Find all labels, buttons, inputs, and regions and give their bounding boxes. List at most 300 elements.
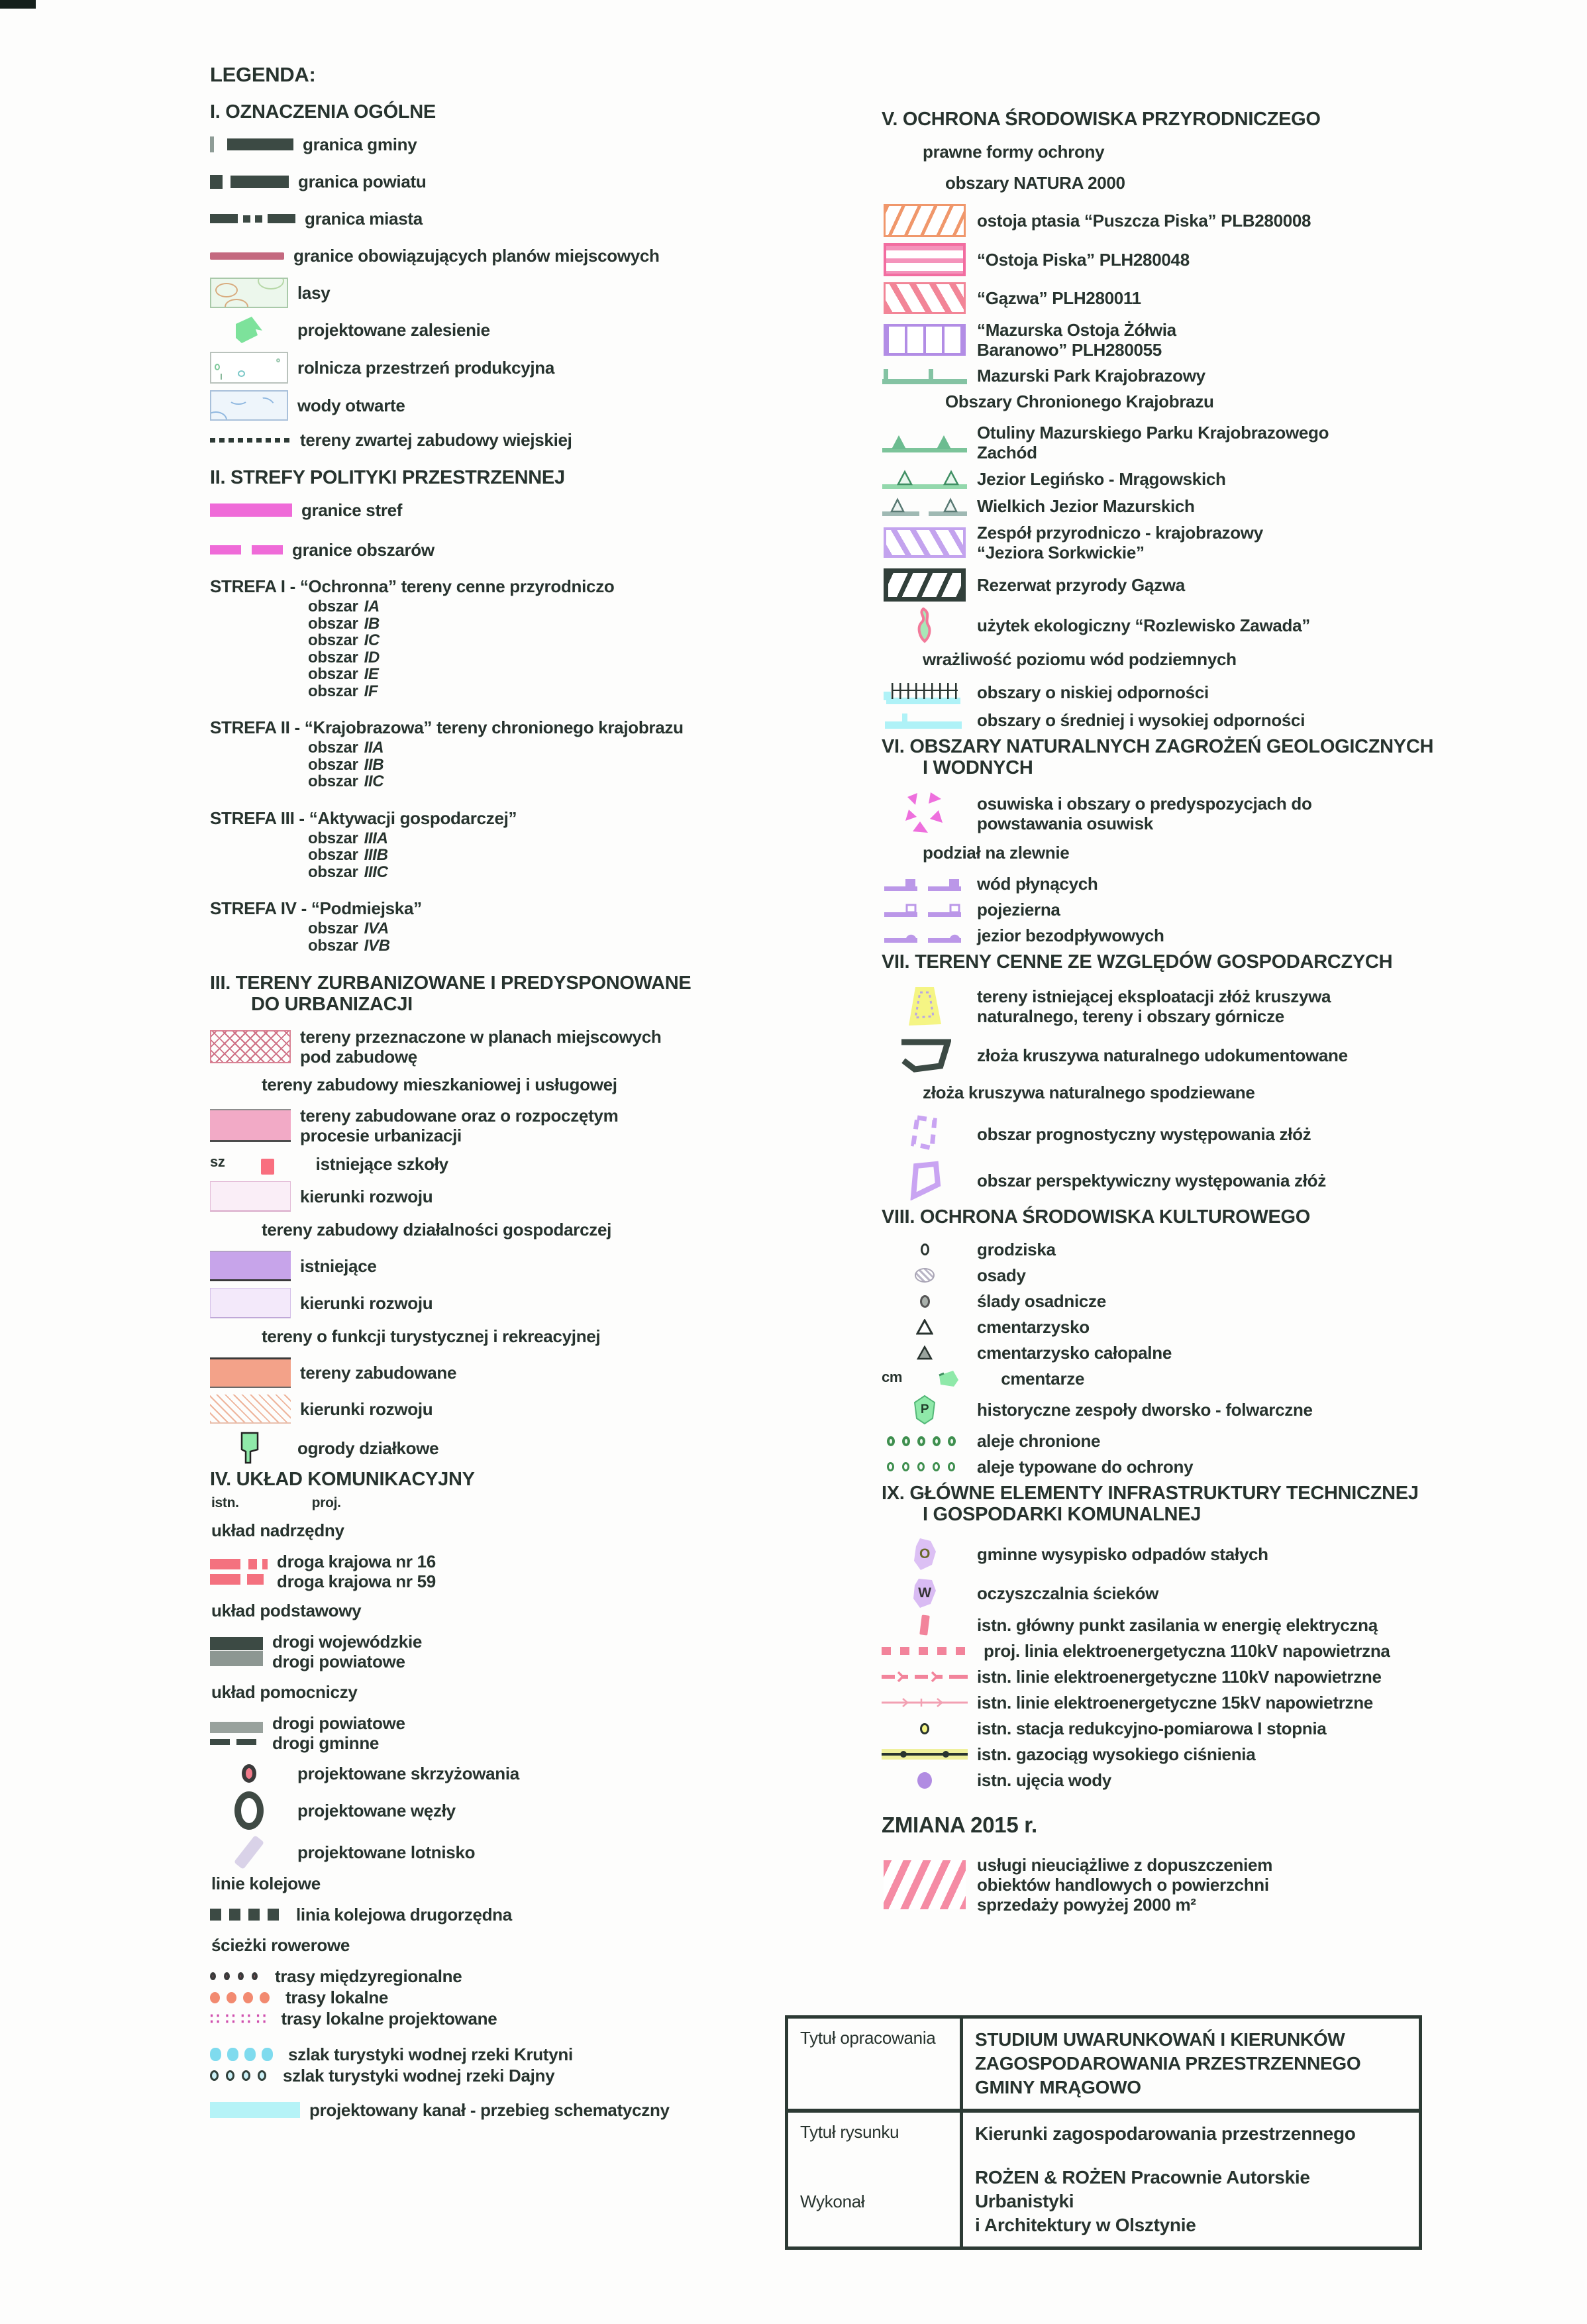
section-title	[210, 101, 826, 123]
obszar-code: ID	[364, 648, 380, 666]
obszar-word: obszar	[308, 631, 358, 649]
obszar-line	[308, 937, 826, 955]
legend-item-label	[977, 1171, 1326, 1190]
obszar-code: IVA	[364, 920, 389, 937]
legend-item-label	[297, 320, 490, 340]
label-line: Baranowo” PLH280055	[977, 340, 1162, 360]
obszar-line	[308, 666, 826, 683]
trasy-proj-icon: ∷ ∷ ∷ ∷	[210, 2009, 266, 2027]
obszar-word: obszar	[308, 648, 358, 666]
legend-group-header: układ nadrzędny	[211, 1520, 344, 1540]
label-line: tereny istniejącej eksploatacji złóż kruszywa	[977, 986, 1331, 1006]
label-line: szlak turystyki wodnej rzeki Dajny	[283, 2066, 555, 2086]
granica-powiatu-icon	[210, 175, 289, 189]
label-line: jezior bezodpływowych	[977, 925, 1164, 945]
obszar-word: obszar	[308, 772, 358, 790]
obszar-line	[308, 920, 826, 937]
legend-item-label	[297, 1438, 438, 1458]
legend-item	[882, 568, 1570, 602]
label-line: Jezior Legińsko - Mrągowskich	[977, 469, 1226, 489]
section-title	[210, 973, 826, 1015]
violet-box-icon	[210, 1251, 291, 1281]
wielkich-icon	[882, 496, 968, 517]
legend-item-label	[977, 1693, 1373, 1713]
legend-item	[210, 1153, 826, 1175]
rezerwat-icon	[882, 568, 968, 602]
strefa-block	[210, 718, 826, 790]
wody-icon	[210, 390, 288, 421]
stacja-icon	[882, 1723, 968, 1734]
label-line: procesie urbanizacji	[300, 1126, 462, 1145]
granice-stref-icon	[210, 503, 292, 517]
eksploatacja-icon	[882, 984, 968, 1028]
legend-item-label	[977, 1400, 1313, 1420]
legend-item-label	[977, 710, 1305, 730]
label-line: projektowane lotnisko	[297, 1842, 476, 1862]
legend-item	[882, 710, 1570, 730]
label-line: “Ostoja Piska” PLH280048	[977, 250, 1190, 270]
legend-item	[882, 423, 1570, 462]
section-title-line2: I WODNYCH	[923, 757, 1033, 778]
legend-item-label	[977, 874, 1098, 894]
scan-artifact-topleft	[0, 0, 36, 9]
legend-item-label	[977, 925, 1164, 945]
section-title-line: IX. GŁÓWNE ELEMENTY INFRASTRUKTURY TECHNICZNEJ	[882, 1483, 1419, 1504]
legend-item	[882, 925, 1570, 945]
obszar-word: obszar	[308, 863, 358, 881]
aleje-chr-icon	[882, 1436, 968, 1446]
label-line: aleje typowane do ochrony	[977, 1457, 1194, 1477]
legend-item	[210, 1432, 826, 1465]
obszar-word: obszar	[308, 682, 358, 700]
section-title-line: III. TERENY ZURBANIZOWANE I PREDYSPONOWANE	[210, 973, 691, 994]
legend-item-label	[288, 2044, 573, 2064]
label-line: istn. ujęcia wody	[977, 1770, 1111, 1790]
obszar-word: obszar	[308, 739, 358, 757]
legend-item-label	[977, 1343, 1172, 1363]
legend-item	[882, 1265, 1570, 1285]
legend-item-label	[977, 469, 1226, 489]
rolnicza-icon	[210, 352, 288, 384]
legend-item	[882, 1615, 1570, 1635]
legend-item-label	[977, 523, 1263, 562]
legend-item-label	[293, 246, 660, 266]
section-IX	[882, 1483, 1570, 1790]
hatch-red-icon	[210, 1030, 291, 1063]
obszar-line	[308, 830, 826, 847]
legend-item-label	[977, 1431, 1100, 1451]
label-line: sprzedaży powyżej 2000 m²	[977, 1895, 1196, 1915]
legend-item	[210, 2066, 826, 2086]
n-mazurska-icon	[882, 324, 968, 356]
legend-item-label	[297, 1764, 519, 1783]
legend-item-label	[977, 288, 1141, 308]
label-line: użytek ekologiczny “Rozlewisko Zawada”	[977, 615, 1310, 635]
legend-item	[210, 1966, 826, 1986]
legend-item-label	[300, 1293, 433, 1313]
legend-item	[210, 1713, 826, 1753]
label-line: ostoja ptasia “Puszcza Piska” PLB280008	[977, 211, 1311, 231]
skrzyzowania-icon	[210, 1764, 288, 1783]
section-title-line: V. OCHRONA ŚRODOWISKA PRZYRODNICZEGO	[882, 109, 1321, 130]
label-line: istn. linie elektroenergetyczne 110kV napowietrzne	[977, 1667, 1382, 1687]
legend-item	[210, 134, 826, 154]
proj110-icon	[882, 1647, 974, 1655]
obszar-line	[308, 847, 826, 864]
section-title	[882, 1206, 1570, 1228]
legend-item-label	[296, 1905, 512, 1925]
table-row	[788, 2019, 1419, 2113]
icon-prefix-label: cm	[882, 1369, 903, 1385]
zl-plyn-icon	[882, 876, 968, 892]
legend-item-label	[285, 1987, 388, 2007]
legend-subheader: podział na zlewnie	[923, 843, 1070, 863]
legend-item	[210, 390, 826, 421]
table-value-line: Kierunki zagospodarowania przestrzennego	[975, 2123, 1356, 2144]
legend-item	[210, 1027, 826, 1067]
obszar-line	[308, 632, 826, 649]
legend-item-label	[300, 1256, 377, 1276]
pale-pink-icon	[210, 1181, 291, 1212]
obszar-line	[308, 683, 826, 700]
legend-right-column	[882, 105, 1570, 1921]
obszar-code: IE	[364, 665, 379, 683]
strefa-heading: STREFA III - “Aktywacji gospodarczej”	[210, 808, 517, 828]
legend-item	[882, 1855, 1570, 1915]
legend-item-label	[305, 209, 423, 229]
legend-item-label	[977, 682, 1209, 702]
legend-item-label	[297, 1801, 456, 1821]
section-title-line: VII. TERENY CENNE ZE WZGLĘDÓW GOSPODARCZYCH	[882, 951, 1393, 973]
legend-item-label	[977, 496, 1195, 516]
label-line: tereny przeznaczone w planach miejscowych	[300, 1027, 662, 1047]
legend-item-label	[303, 134, 417, 154]
legend-item	[210, 1106, 826, 1145]
legend-item	[882, 1537, 1570, 1571]
legend-item-label	[297, 283, 330, 303]
label-line: “Jeziora Sorkwickie”	[977, 543, 1145, 562]
legend-item-label	[984, 1641, 1390, 1661]
legend-group-header: układ pomocniczy	[211, 1682, 358, 1702]
table-value-line: ROŻEN & ROŻEN Pracownie Autorskie Urbanistyki	[975, 2167, 1310, 2211]
section-title-line: VI. OBSZARY NATURALNYCH ZAGROŻEŃ GEOLOGICZNYCH	[882, 736, 1434, 757]
legend-item-label	[977, 794, 1312, 833]
legend-item	[882, 1343, 1570, 1363]
title-block-table	[785, 2015, 1422, 2250]
legend-item	[210, 1181, 826, 1212]
legend-subheader: wrażliwość poziomu wód podziemnych	[923, 649, 1237, 669]
obszar-line	[308, 773, 826, 790]
legend-item-label	[977, 1291, 1106, 1311]
label-line: projektowane zalesienie	[297, 320, 490, 340]
section-VII	[882, 951, 1570, 1200]
legend-item	[882, 1114, 1570, 1155]
droga-krajowa-icon	[210, 1559, 268, 1585]
istn110-icon	[882, 1670, 968, 1683]
label-line: istniejące	[300, 1256, 377, 1276]
legend-item	[210, 500, 826, 520]
icon-prefix-label: sz	[210, 1153, 225, 1170]
table-value-line: GMINY MRĄGOWO	[975, 2077, 1141, 2097]
section-title-line: VIII. OCHRONA ŚRODOWISKA KULTUROWEGO	[882, 1206, 1311, 1228]
legend-item-label	[1001, 1369, 1084, 1389]
label-line: projektowane węzły	[297, 1801, 456, 1821]
strefa-heading: STREFA I - “Ochronna” tereny cenne przyrodniczo	[210, 576, 615, 596]
legend-item-label	[300, 1187, 433, 1206]
label-line: droga krajowa nr 16	[277, 1552, 436, 1571]
strefa-heading: STREFA II - “Krajobrazowa” tereny chronionego krajobrazu	[210, 717, 684, 737]
label-line: trasy lokalne projektowane	[281, 2009, 497, 2029]
legend-subheader: tereny o funkcji turystycznej i rekreacyjnej	[262, 1326, 601, 1346]
obszar-word: obszar	[308, 598, 358, 615]
label-line: granice obowiązujących planów miejscowych	[293, 246, 660, 266]
wysypisko-icon: O	[882, 1537, 968, 1571]
legend-item	[210, 1835, 826, 1870]
label-line: kierunki rozwoju	[300, 1187, 433, 1206]
kolej2-icon	[210, 1909, 287, 1921]
column-label: istn.	[211, 1495, 239, 1510]
legend-item	[210, 2100, 826, 2120]
legend-item-label	[283, 2066, 554, 2086]
legend-item-label	[977, 1457, 1193, 1477]
label-line: Mazurski Park Krajobrazowy	[977, 366, 1205, 386]
granice-obszarow-icon	[210, 545, 283, 555]
legend-item-label	[281, 2009, 497, 2029]
column-label: proj.	[311, 1495, 341, 1510]
legend-item	[882, 1161, 1570, 1200]
legend-item-label	[298, 172, 426, 191]
legend-subheader: prawne formy ochrony	[923, 142, 1105, 162]
label-line: historyczne zespoły dworsko - folwarczne	[977, 1400, 1313, 1420]
legend-item-label	[275, 1966, 462, 1986]
legend-item	[882, 1034, 1570, 1077]
legend-item	[210, 1764, 826, 1783]
label-line: tereny zabudowane	[300, 1363, 457, 1383]
label-line: grodziska	[977, 1240, 1056, 1259]
legend-item	[210, 1395, 826, 1424]
section-title	[210, 467, 826, 488]
legend-item	[210, 1987, 826, 2007]
obszar-word: obszar	[308, 665, 358, 683]
legend-item-label	[977, 1240, 1056, 1259]
label-line: naturalnego, tereny i obszary górnicze	[977, 1006, 1284, 1026]
label-line: aleje chronione	[977, 1431, 1101, 1451]
label-line: istn. stacja redukcyjno-pomiarowa I stopnia	[977, 1718, 1327, 1738]
legend-item	[882, 1577, 1570, 1609]
legend-item-label	[272, 1632, 422, 1671]
label-line: ślady osadnicze	[977, 1291, 1106, 1311]
label-line: powstawania osuwisk	[977, 814, 1153, 833]
label-line: tereny zabudowane oraz o rozpoczętym	[300, 1106, 619, 1126]
obszar-code: IIC	[364, 772, 384, 790]
legend-item-label	[977, 366, 1205, 386]
udok-icon	[882, 1034, 968, 1077]
legend-item	[210, 2044, 826, 2064]
legend-item	[882, 1291, 1570, 1311]
legend-item	[210, 209, 826, 229]
section-title-line: II. STREFY POLITYKI PRZESTRZENNEJ	[210, 467, 565, 488]
zl-bezodp-icon	[882, 927, 968, 943]
legend-item	[210, 1251, 826, 1281]
cmentarze-icon	[905, 1369, 992, 1388]
legend-item	[882, 1667, 1570, 1687]
pink-box-icon	[210, 1109, 291, 1142]
legend-item	[210, 316, 826, 344]
legend-item-label	[301, 500, 402, 520]
obszar-code: IB	[364, 614, 380, 633]
slady-icon	[882, 1295, 968, 1308]
legend-item	[882, 320, 1570, 360]
obszar-code: IIIB	[364, 846, 388, 864]
label-line: “Mazurska Ostoja Żółwia	[977, 320, 1176, 340]
obszar-code: IF	[364, 682, 378, 700]
section-title	[882, 109, 1570, 130]
legend-item	[210, 246, 826, 266]
istn15-icon	[882, 1697, 968, 1709]
osady-icon	[882, 1268, 968, 1283]
legend-item	[210, 2009, 826, 2029]
wojew-powiat-icon	[210, 1637, 263, 1666]
section-title-line2: DO URBANIZACJI	[251, 994, 413, 1015]
label-line: Zespół przyrodniczo - krajobrazowy	[977, 523, 1263, 543]
legend-item	[210, 172, 826, 191]
legend-item	[882, 607, 1570, 643]
legend-item	[882, 204, 1570, 237]
leginsko-icon	[882, 468, 968, 490]
legend-left-column	[210, 63, 826, 2133]
table-value-line: ZAGOSPODAROWANIA PRZESTRZENNEGO	[975, 2053, 1361, 2074]
legend-item	[882, 468, 1570, 490]
section-III	[210, 973, 826, 1465]
legend-item-label	[977, 1045, 1348, 1065]
section-title-line2: I GOSPODARKI KOMUNALNEJ	[923, 1504, 1202, 1525]
orange-box-icon	[210, 1357, 291, 1388]
legend-group-header: układ podstawowy	[211, 1601, 362, 1620]
legend-item-label	[277, 1552, 436, 1591]
legend-item-label	[977, 1615, 1378, 1635]
uzytek-icon	[882, 607, 968, 643]
section-VI	[882, 736, 1570, 945]
perspekt-icon	[882, 1161, 968, 1200]
obszar-line	[308, 739, 826, 757]
label-line: cmentarze	[1001, 1369, 1085, 1389]
strefa-block	[210, 899, 826, 954]
trasy-lokalne-icon	[210, 1992, 276, 2003]
szlak-dajny-icon	[210, 2070, 274, 2081]
legend-item	[882, 1369, 1570, 1389]
legend-item	[882, 1641, 1570, 1661]
istn-proj-columns	[211, 1495, 826, 1511]
label-line: drogi powiatowe	[272, 1652, 405, 1671]
legend-item-label	[977, 1583, 1158, 1603]
svg-text:P: P	[920, 1402, 929, 1416]
wezly-icon	[210, 1791, 288, 1830]
legend-item	[882, 874, 1570, 894]
legend-item	[882, 1240, 1570, 1259]
section-title	[882, 1483, 1570, 1525]
section-IV	[210, 1469, 826, 2120]
legend-item-label	[977, 1124, 1311, 1144]
legend-subheader: złoża kruszywa naturalnego spodziewane	[923, 1083, 1255, 1102]
table-row	[788, 2113, 1419, 2246]
legend-item-label	[977, 1544, 1268, 1564]
section-title-line: I. OZNACZENIA OGÓLNE	[210, 101, 436, 123]
kanal-icon	[210, 2102, 300, 2118]
label-line: ogrody działkowe	[297, 1438, 439, 1458]
zmiana-title: ZMIANA 2015 r.	[882, 1813, 1037, 1837]
legend-item-label	[977, 1744, 1255, 1764]
hatch-orange-icon	[210, 1395, 291, 1424]
label-line: kierunki rozwoju	[300, 1293, 433, 1313]
obszar-word: obszar	[308, 936, 358, 955]
obszar-word: obszar	[308, 614, 358, 633]
table-value-cell	[963, 2019, 1419, 2109]
label-line: granica miasta	[305, 209, 423, 229]
label-line: obiektów handlowych o powierzchni	[977, 1875, 1269, 1895]
legend-item	[210, 540, 826, 560]
label-line: osuwiska i obszary o predyspozycjach do	[977, 794, 1312, 814]
label-line: droga krajowa nr 59	[277, 1571, 436, 1591]
legend-item	[210, 1552, 826, 1591]
table-label: Tytuł opracowania	[800, 2028, 936, 2048]
legend-item-label	[977, 1770, 1111, 1790]
legend-item-label	[977, 211, 1311, 231]
label-line: trasy lokalne	[285, 1987, 389, 2007]
legend-item	[882, 1395, 1570, 1425]
ujecia-icon	[882, 1772, 968, 1789]
mazurski-park-icon	[882, 367, 968, 384]
legend-item-label	[977, 615, 1310, 635]
obszar-code: IVB	[364, 936, 390, 955]
legend-subheader: tereny zabudowy mieszkaniowej i usługowej	[262, 1075, 617, 1094]
otuliny-icon	[882, 433, 968, 452]
obszar-code: IIIC	[364, 863, 388, 881]
legend-item	[882, 1718, 1570, 1738]
legend-item-label	[977, 320, 1176, 360]
legend-item	[882, 366, 1570, 386]
ogrody-icon	[210, 1432, 288, 1465]
odp-niska-icon	[882, 680, 968, 704]
obszar-code: IIA	[364, 739, 384, 757]
legend-item	[882, 282, 1570, 314]
zespol-icon	[882, 527, 968, 558]
legend-subheader: Obszary Chronionego Krajobrazu	[945, 392, 1214, 411]
legend-item-label	[977, 1718, 1326, 1738]
label-line: projektowany kanał - przebieg schematyczny	[309, 2100, 670, 2120]
obszar-word: obszar	[308, 920, 358, 937]
label-line: istn. główny punkt zasilania w energię elektryczną	[977, 1615, 1378, 1635]
label-line: cmentarzysko całopalne	[977, 1343, 1172, 1363]
label-line: Otuliny Mazurskiego Parku Krajobrazowego	[977, 423, 1329, 443]
label-line: obszar perspektywiczny występowania złóż	[977, 1171, 1326, 1190]
legend-item-label	[977, 423, 1329, 462]
label-line: proj. linia elektroenergetyczna 110kV napowietrzna	[984, 1641, 1390, 1661]
legend-item-label	[300, 1399, 433, 1419]
legend-item	[882, 523, 1570, 562]
label-line: linia kolejowa drugorzędna	[296, 1905, 512, 1925]
n-ptasia-icon	[882, 204, 968, 237]
gazociag-icon	[882, 1749, 968, 1760]
legend-item	[882, 243, 1570, 276]
legend-item	[210, 1357, 826, 1388]
obszar-word: obszar	[308, 846, 358, 864]
strefa-heading: STREFA IV - “Podmiejska”	[210, 898, 422, 918]
gpz-icon	[882, 1615, 968, 1635]
label-line: trasy międzyregionalne	[275, 1966, 462, 1986]
legend-item	[210, 1632, 826, 1671]
legend-item-label	[297, 358, 554, 378]
odp-srednia-icon	[882, 712, 968, 729]
